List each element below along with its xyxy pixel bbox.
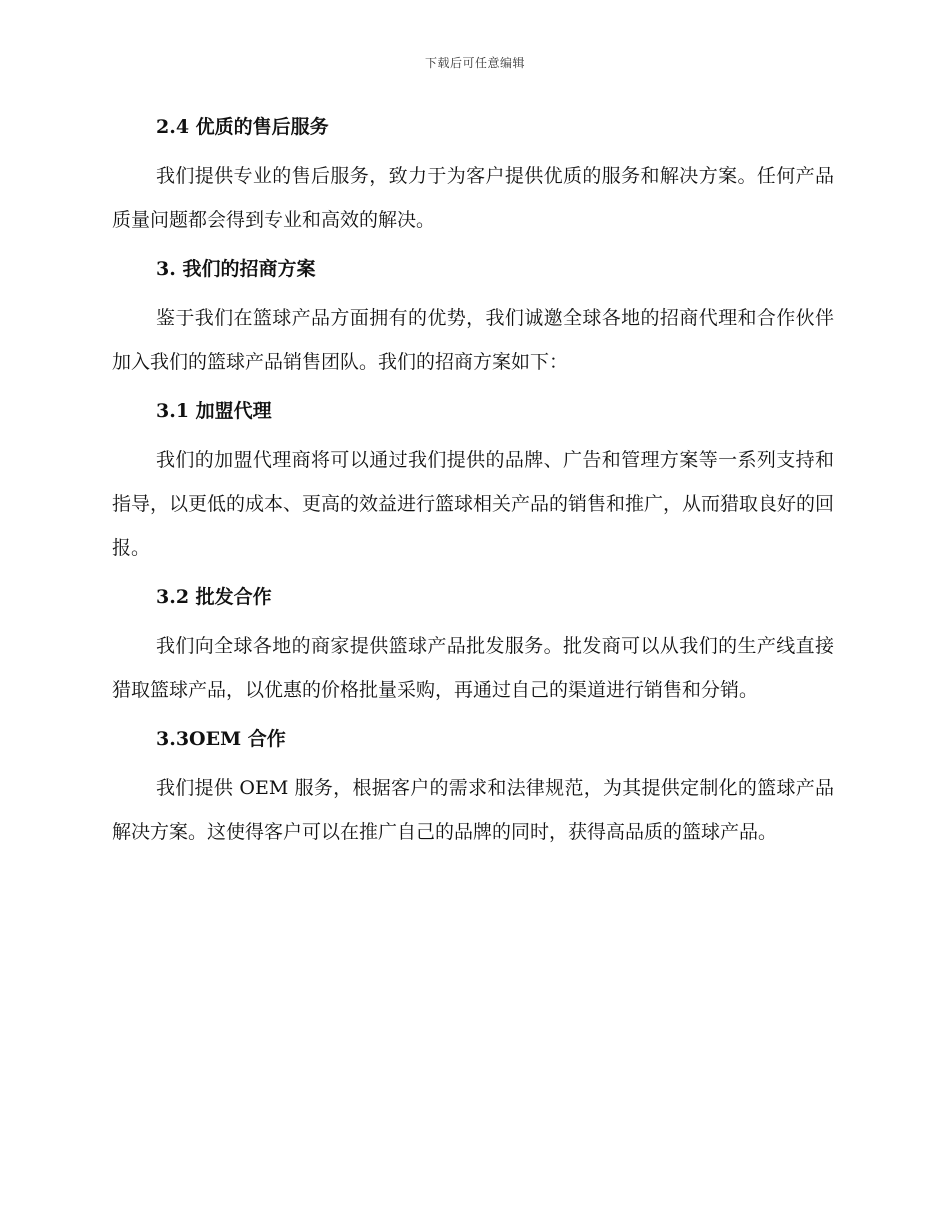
- section-paragraph-3-1: 我们的加盟代理商将可以通过我们提供的品牌、广告和管理方案等一系列支持和指导，以更低的成本、更高的效益进行篮球相关产品的销售和推广，从而猎取良好的回报。: [112, 449, 835, 559]
- section-paragraph-3-2: 我们向全球各地的商家提供篮球产品批发服务。批发商可以从我们的生产线直接猎取篮球产品，以优惠的价格批量采购，再通过自己的渠道进行销售和分销。: [112, 635, 834, 701]
- section-paragraph-2-4: 我们提供专业的售后服务，致力于为客户提供优质的服务和解决方案。任何产品质量问题都会得到专业和高效的解决。: [112, 165, 834, 231]
- section-paragraph-3-3: 我们提供 OEM 服务，根据客户的需求和法律规范，为其提供定制化的篮球产品解决方案。这使得客户可以在推广自己的品牌的同时，获得高品质的篮球产品。: [112, 777, 834, 843]
- section-heading-3-2: 3.2 批发合作: [156, 586, 272, 608]
- section-heading-3: 3. 我们的招商方案: [156, 258, 316, 280]
- section-paragraph-3: 鉴于我们在篮球产品方面拥有的优势，我们诚邀全球各地的招商代理和合作伙伴加入我们的篮球产品销售团队。我们的招商方案如下：: [112, 307, 834, 373]
- section-heading-3-1: 3.1 加盟代理: [156, 400, 272, 422]
- section-heading-2-4: 2.4 优质的售后服务: [156, 116, 329, 138]
- page-header: 下载后可任意编辑: [424, 56, 525, 70]
- section-heading-3-3: 3.3OEM 合作: [156, 728, 286, 750]
- document-body: [112, 108, 834, 854]
